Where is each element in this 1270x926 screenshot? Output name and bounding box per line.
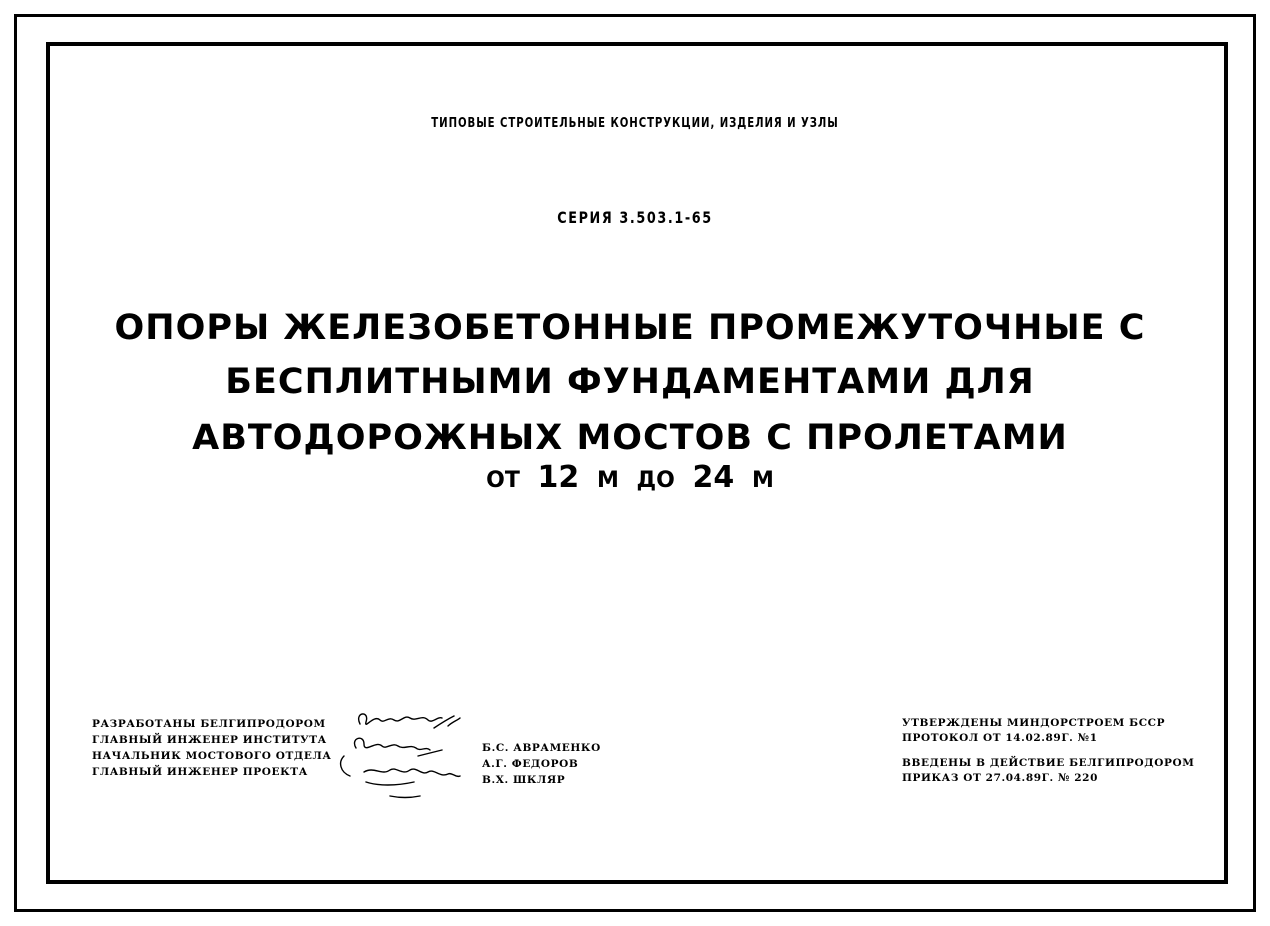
span-unit-1: М <box>596 468 619 493</box>
signature-3 <box>364 769 460 797</box>
names-block <box>482 740 601 788</box>
developer-line: РАЗРАБОТАНЫ БЕЛГИПРОДОРОМ <box>92 718 326 730</box>
span-from-word: ОТ <box>486 468 520 493</box>
span-from-value: 12 <box>537 460 580 495</box>
series-number: СЕРИЯ 3.503.1-65 <box>557 208 713 227</box>
developer-line: ГЛАВНЫЙ ИНЖЕНЕР ПРОЕКТА <box>92 766 308 778</box>
spacer <box>902 746 1194 756</box>
signatory-name: А.Г. ФЕДОРОВ <box>482 758 579 770</box>
span-to-value: 24 <box>692 460 735 495</box>
signatory-name: Б.С. АВРАМЕНКО <box>482 742 601 754</box>
signature-2 <box>341 738 442 776</box>
developer-line: НАЧАЛЬНИК МОСТОВОГО ОТДЕЛА <box>92 750 332 762</box>
approval-line: УТВЕРЖДЕНЫ МИНДОРСТРОЕМ БССР <box>902 717 1166 729</box>
title-line-3: АВТОДОРОЖНЫХ МОСТОВ С ПРОЛЕТАМИ <box>192 418 1068 458</box>
span-range <box>80 460 1180 495</box>
approval-block <box>902 716 1194 786</box>
approval-line: ПРОТОКОЛ ОТ 14.02.89Г. №1 <box>902 732 1098 744</box>
handwritten-signatures <box>330 706 480 801</box>
developers-block <box>92 716 332 780</box>
signatory-name: В.Х. ШКЛЯР <box>482 774 566 786</box>
title-line-1: ОПОРЫ ЖЕЛЕЗОБЕТОННЫЕ ПРОМЕЖУТОЧНЫЕ С <box>114 308 1146 348</box>
title-line-2: БЕСПЛИТНЫМИ ФУНДАМЕНТАМИ ДЛЯ <box>225 362 1035 402</box>
span-to-word: ДО <box>636 468 675 493</box>
enactment-line: ПРИКАЗ ОТ 27.04.89Г. № 220 <box>902 772 1098 784</box>
document-header: ТИПОВЫЕ СТРОИТЕЛЬНЫЕ КОНСТРУКЦИИ, ИЗДЕЛИЯ И УЗЛЫ <box>431 116 839 131</box>
span-unit-2: М <box>751 468 774 493</box>
developer-line: ГЛАВНЫЙ ИНЖЕНЕР ИНСТИТУТА <box>92 734 327 746</box>
signature-1 <box>359 714 460 728</box>
enactment-line: ВВЕДЕНЫ В ДЕЙСТВИЕ БЕЛГИПРОДОРОМ <box>902 757 1195 769</box>
